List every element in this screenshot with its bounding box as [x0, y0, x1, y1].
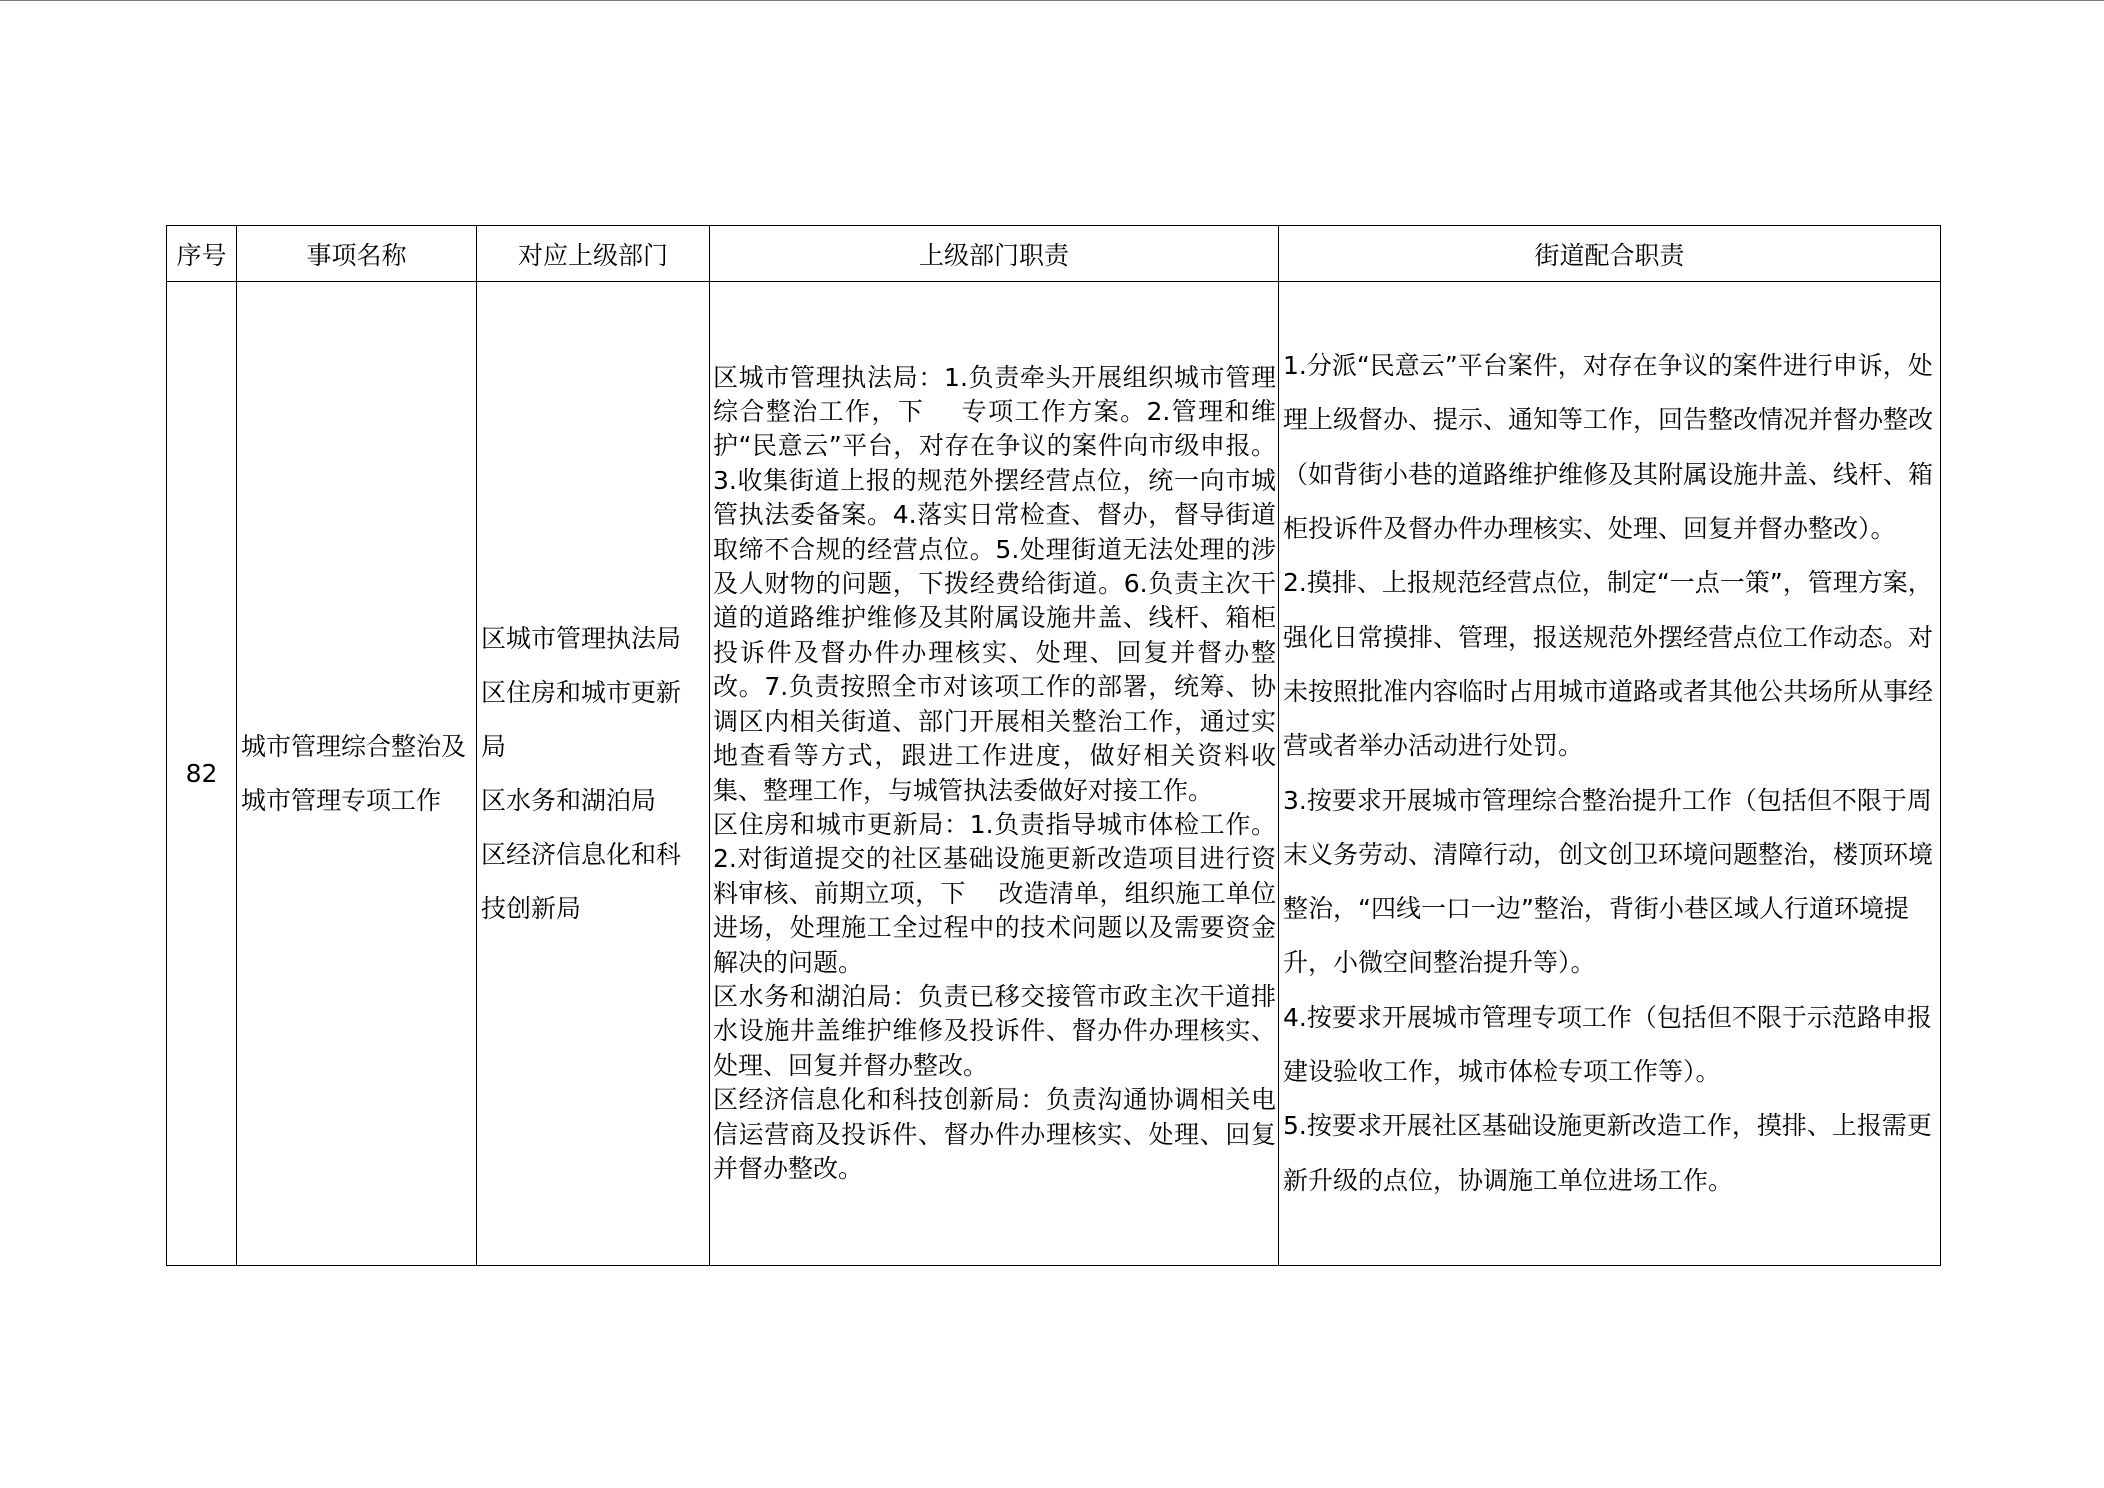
cell-department-duty: [710, 282, 1279, 1266]
duty-paragraph: 区经济信息化和科技创新局：负责沟通协调相关电信运营商及投诉件、督办件办理核实、处理、回复并督办整改。: [713, 1085, 1276, 1183]
top-border-line: [0, 0, 2104, 1]
cell-item-name: 城市管理综合整治及城市管理专项工作: [237, 282, 477, 1266]
street-duty-paragraph: 2.摸排、上报规范经营点位，制定“一点一策”，管理方案，强化日常摸排、管理，报送规范外摆经营点位工作动态。对未按照批准内容临时占用城市道路或者其他公共场所从事经营或者举办活动进行处罚。: [1283, 568, 1934, 761]
header-street-duty: 街道配合职责: [1279, 226, 1941, 282]
duty-paragraph: 区住房和城市更新局：1.负责指导城市体检工作。2.对街道提交的社区基础设施更新改造项目进行资料审核、前期立项，下 改造清单，组织施工单位进场，处理施工全过程中的技术问题以及需要资金解决的问题。: [713, 809, 1276, 977]
department-name: 区城市管理执法局: [481, 623, 682, 653]
duty-table: [166, 225, 1941, 1266]
table-header-row: [167, 226, 1941, 282]
street-duty-paragraph: 4.按要求开展城市管理专项工作（包括但不限于示范路申报建设验收工作，城市体检专项工作等）。: [1283, 1002, 1932, 1086]
header-item-name: 事项名称: [237, 226, 477, 282]
header-superior-department: 对应上级部门: [477, 226, 710, 282]
department-name: 区经济信息化和科技创新局: [481, 839, 682, 923]
cell-departments: [477, 282, 710, 1266]
street-duty-paragraph: 5.按要求开展社区基础设施更新改造工作，摸排、上报需更新升级的点位，协调施工单位进场工作。: [1283, 1111, 1932, 1195]
duty-paragraph: 区水务和湖泊局：负责已移交接管市政主次干道排水设施井盖维护维修及投诉件、督办件办理核实、处理、回复并督办整改。: [713, 981, 1276, 1080]
department-name: 区水务和湖泊局: [481, 785, 657, 815]
header-serial-number: 序号: [167, 226, 237, 282]
header-department-duty: 上级部门职责: [710, 226, 1279, 282]
cell-serial-number: 82: [167, 282, 237, 1266]
department-name: 区住房和城市更新局: [481, 677, 682, 761]
duty-paragraph: 区城市管理执法局：1.负责牵头开展组织城市管理综合整治工作，下 专项工作方案。2.管理和维护“民意云”平台，对存在争议的案件向市级申报。3.收集街道上报的规范外摆经营点位，统一向市城管执法委备案。4.落实日常检查、督办，督导街道取缔不合规的经营点位。5.处理街道无法处理的涉及人财物的问题，下拨经费给街道。6.负责主次干道的道路维护维修及其附属设施井盖、线杆、箱柜投诉件及督办件办理核实、处理、回复并督办整改。7.负责按照全市对该项工作的部署，统筹、协调区内相关街道、部门开展相关整治工作，通过实地查看等方式，跟进工作进度，做好相关资料收集、整理工作，与城管执法委做好对接工作。: [713, 362, 1276, 805]
cell-street-duty: [1279, 282, 1941, 1266]
street-duty-paragraph: 1.分派“民意云”平台案件，对存在争议的案件进行申诉，处理上级督办、提示、通知等工作，回告整改情况并督办整改（如背街小巷的道路维护维修及其附属设施井盖、线杆、箱柜投诉件及督办件办理核实、处理、回复并督办整改）。: [1283, 351, 1934, 544]
table-row: [167, 282, 1941, 1266]
street-duty-paragraph: 3.按要求开展城市管理综合整治提升工作（包括但不限于周末义务劳动、清障行动，创文创卫环境问题整治，楼顶环境整治，“四线一口一边”整治，背街小巷区域人行道环境提升，小微空间整治提升等）。: [1283, 785, 1934, 978]
